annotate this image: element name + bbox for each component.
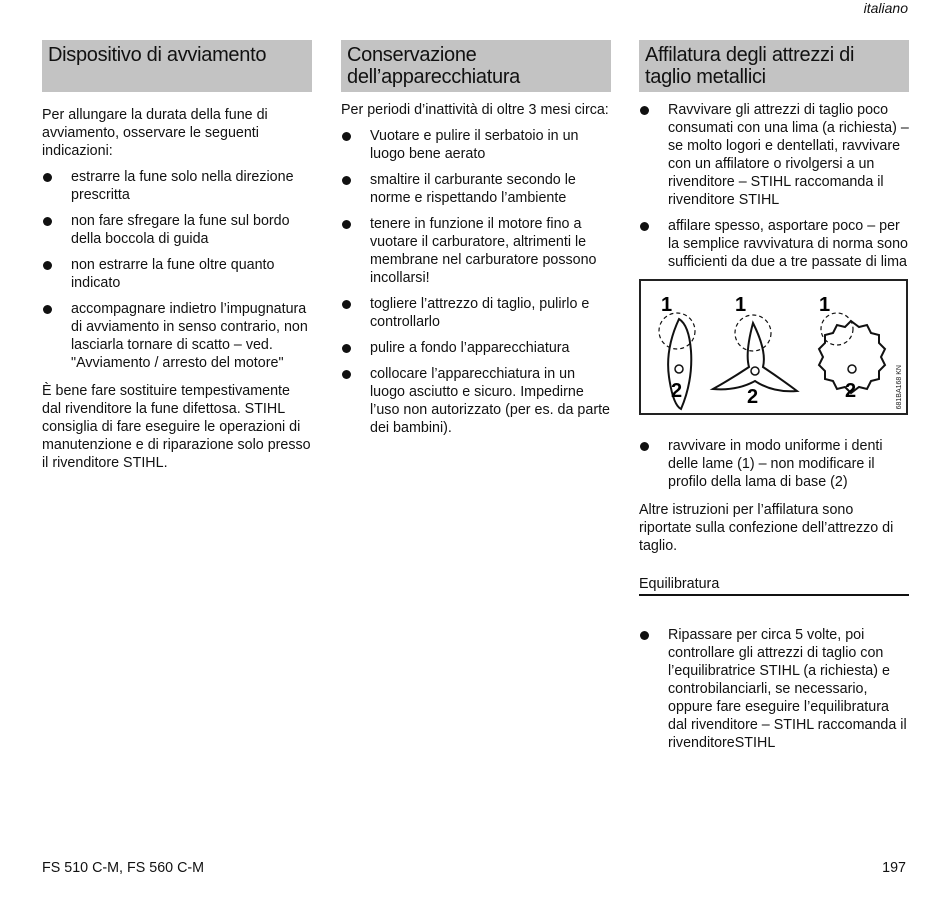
figure-code: 681BA168 KN	[896, 364, 903, 409]
list-item: Ravvivare gli attrezzi di taglio poco consumati con una lima (a richiesta) – se molto logori e dentellati, ravvivare con un affilatore o rivolgersi a un rivenditore – STIHL raccomanda il rivenditore STIHL	[639, 101, 909, 209]
footer-model: FS 510 C-M, FS 560 C-M	[42, 860, 205, 876]
label-2: 2	[671, 380, 683, 402]
list-item: accompagnare indietro l’impugnatura di avviamento in senso contrario, non lasciarla tornare di scatto – ved. "Avviamento / arresto del motore"	[42, 300, 312, 372]
bullet-list	[639, 437, 909, 491]
subheading: Equilibratura	[639, 575, 909, 596]
list-item: non estrarre la fune oltre quanto indicato	[42, 256, 312, 292]
list-item: affilare spesso, asportare poco – per la semplice ravvivatura di norma sono sufficienti da due a tre passate di lima	[639, 217, 909, 271]
bullet-icon	[342, 344, 351, 353]
bullet-list	[42, 168, 312, 372]
bullet-icon	[342, 220, 351, 229]
label-1: 1	[661, 294, 673, 316]
list-item: pulire a fondo l’apparecchiatura	[341, 339, 611, 357]
list-item: togliere l’attrezzo di taglio, pulirlo e controllarlo	[341, 295, 611, 331]
list-item: Vuotare e pulire il serbatoio in un luogo bene aerato	[341, 127, 611, 163]
bullet-icon	[43, 217, 52, 226]
paragraph: È bene fare sostituire tempestivamente dal rivenditore la fune difettosa. STIHL consiglia di fare eseguire le operazioni di manutenzione e di riparazione solo presso il rivenditore STIHL.	[42, 383, 311, 471]
section-starter	[42, 40, 312, 472]
bullet-icon	[640, 442, 649, 451]
label-2: 2	[747, 386, 759, 408]
list-item: estrarre la fune solo nella direzione prescritta	[42, 168, 312, 204]
list-item: tenere in funzione il motore fino a vuotare il carburatore, altrimenti le membrane nel carburatore possono incollarsi!	[341, 215, 611, 287]
paragraph: Altre istruzioni per l’affilatura sono riportate sulla confezione dell’attrezzo di taglio.	[639, 502, 894, 554]
bullet-list	[639, 101, 909, 271]
blade-illustration	[639, 279, 908, 415]
list-item: collocare l’apparecchiatura in un luogo asciutto e sicuro. Impedirne l’uso non autorizzato (per es. da parte dei bambini).	[341, 365, 611, 437]
intro-text: Per allungare la durata della fune di avviamento, osservare le seguenti indicazioni:	[42, 107, 268, 159]
bullet-icon	[342, 300, 351, 309]
three-tooth-blade	[713, 315, 797, 391]
label-1: 1	[819, 294, 831, 316]
list-item: Ripassare per circa 5 volte, poi controllare gli attrezzi di taglio con l’equilibratrice STIHL (a richiesta) e controbilanciarli, se necessario, oppure fare eseguire l’equilibratura dal rivenditore – STIHL raccomanda il rivenditoreSTIHL	[639, 626, 909, 752]
bullet-icon	[342, 132, 351, 141]
blade-drawing	[641, 281, 906, 413]
bullet-icon	[342, 370, 351, 379]
bullet-icon	[43, 305, 52, 314]
list-item: non fare sfregare la fune sul bordo della boccola di guida	[42, 212, 312, 248]
list-item: smaltire il carburante secondo le norme e rispettando l’ambiente	[341, 171, 611, 207]
bullet-icon	[43, 173, 52, 182]
bullet-icon	[640, 106, 649, 115]
bullet-icon	[640, 631, 649, 640]
bullet-list	[341, 127, 611, 437]
bullet-list	[639, 626, 909, 752]
language-label: italiano	[863, 0, 908, 16]
bullet-icon	[43, 261, 52, 270]
section-sharpening	[639, 40, 909, 760]
section-title: Conservazione dell’apparecchiatura	[341, 40, 611, 92]
label-2: 2	[845, 380, 857, 402]
page-number: 197	[882, 860, 906, 876]
bullet-icon	[342, 176, 351, 185]
list-item: ravvivare in modo uniforme i denti delle lame (1) – non modificare il profilo della lama di base (2)	[639, 437, 909, 491]
section-title: Affilatura degli attrezzi di taglio metallici	[639, 40, 909, 92]
bullet-icon	[640, 222, 649, 231]
intro-text: Per periodi d’inattività di oltre 3 mesi circa:	[341, 102, 609, 118]
label-1: 1	[735, 294, 747, 316]
section-title: Dispositivo di avviamento	[42, 40, 312, 92]
section-storage	[341, 40, 611, 445]
